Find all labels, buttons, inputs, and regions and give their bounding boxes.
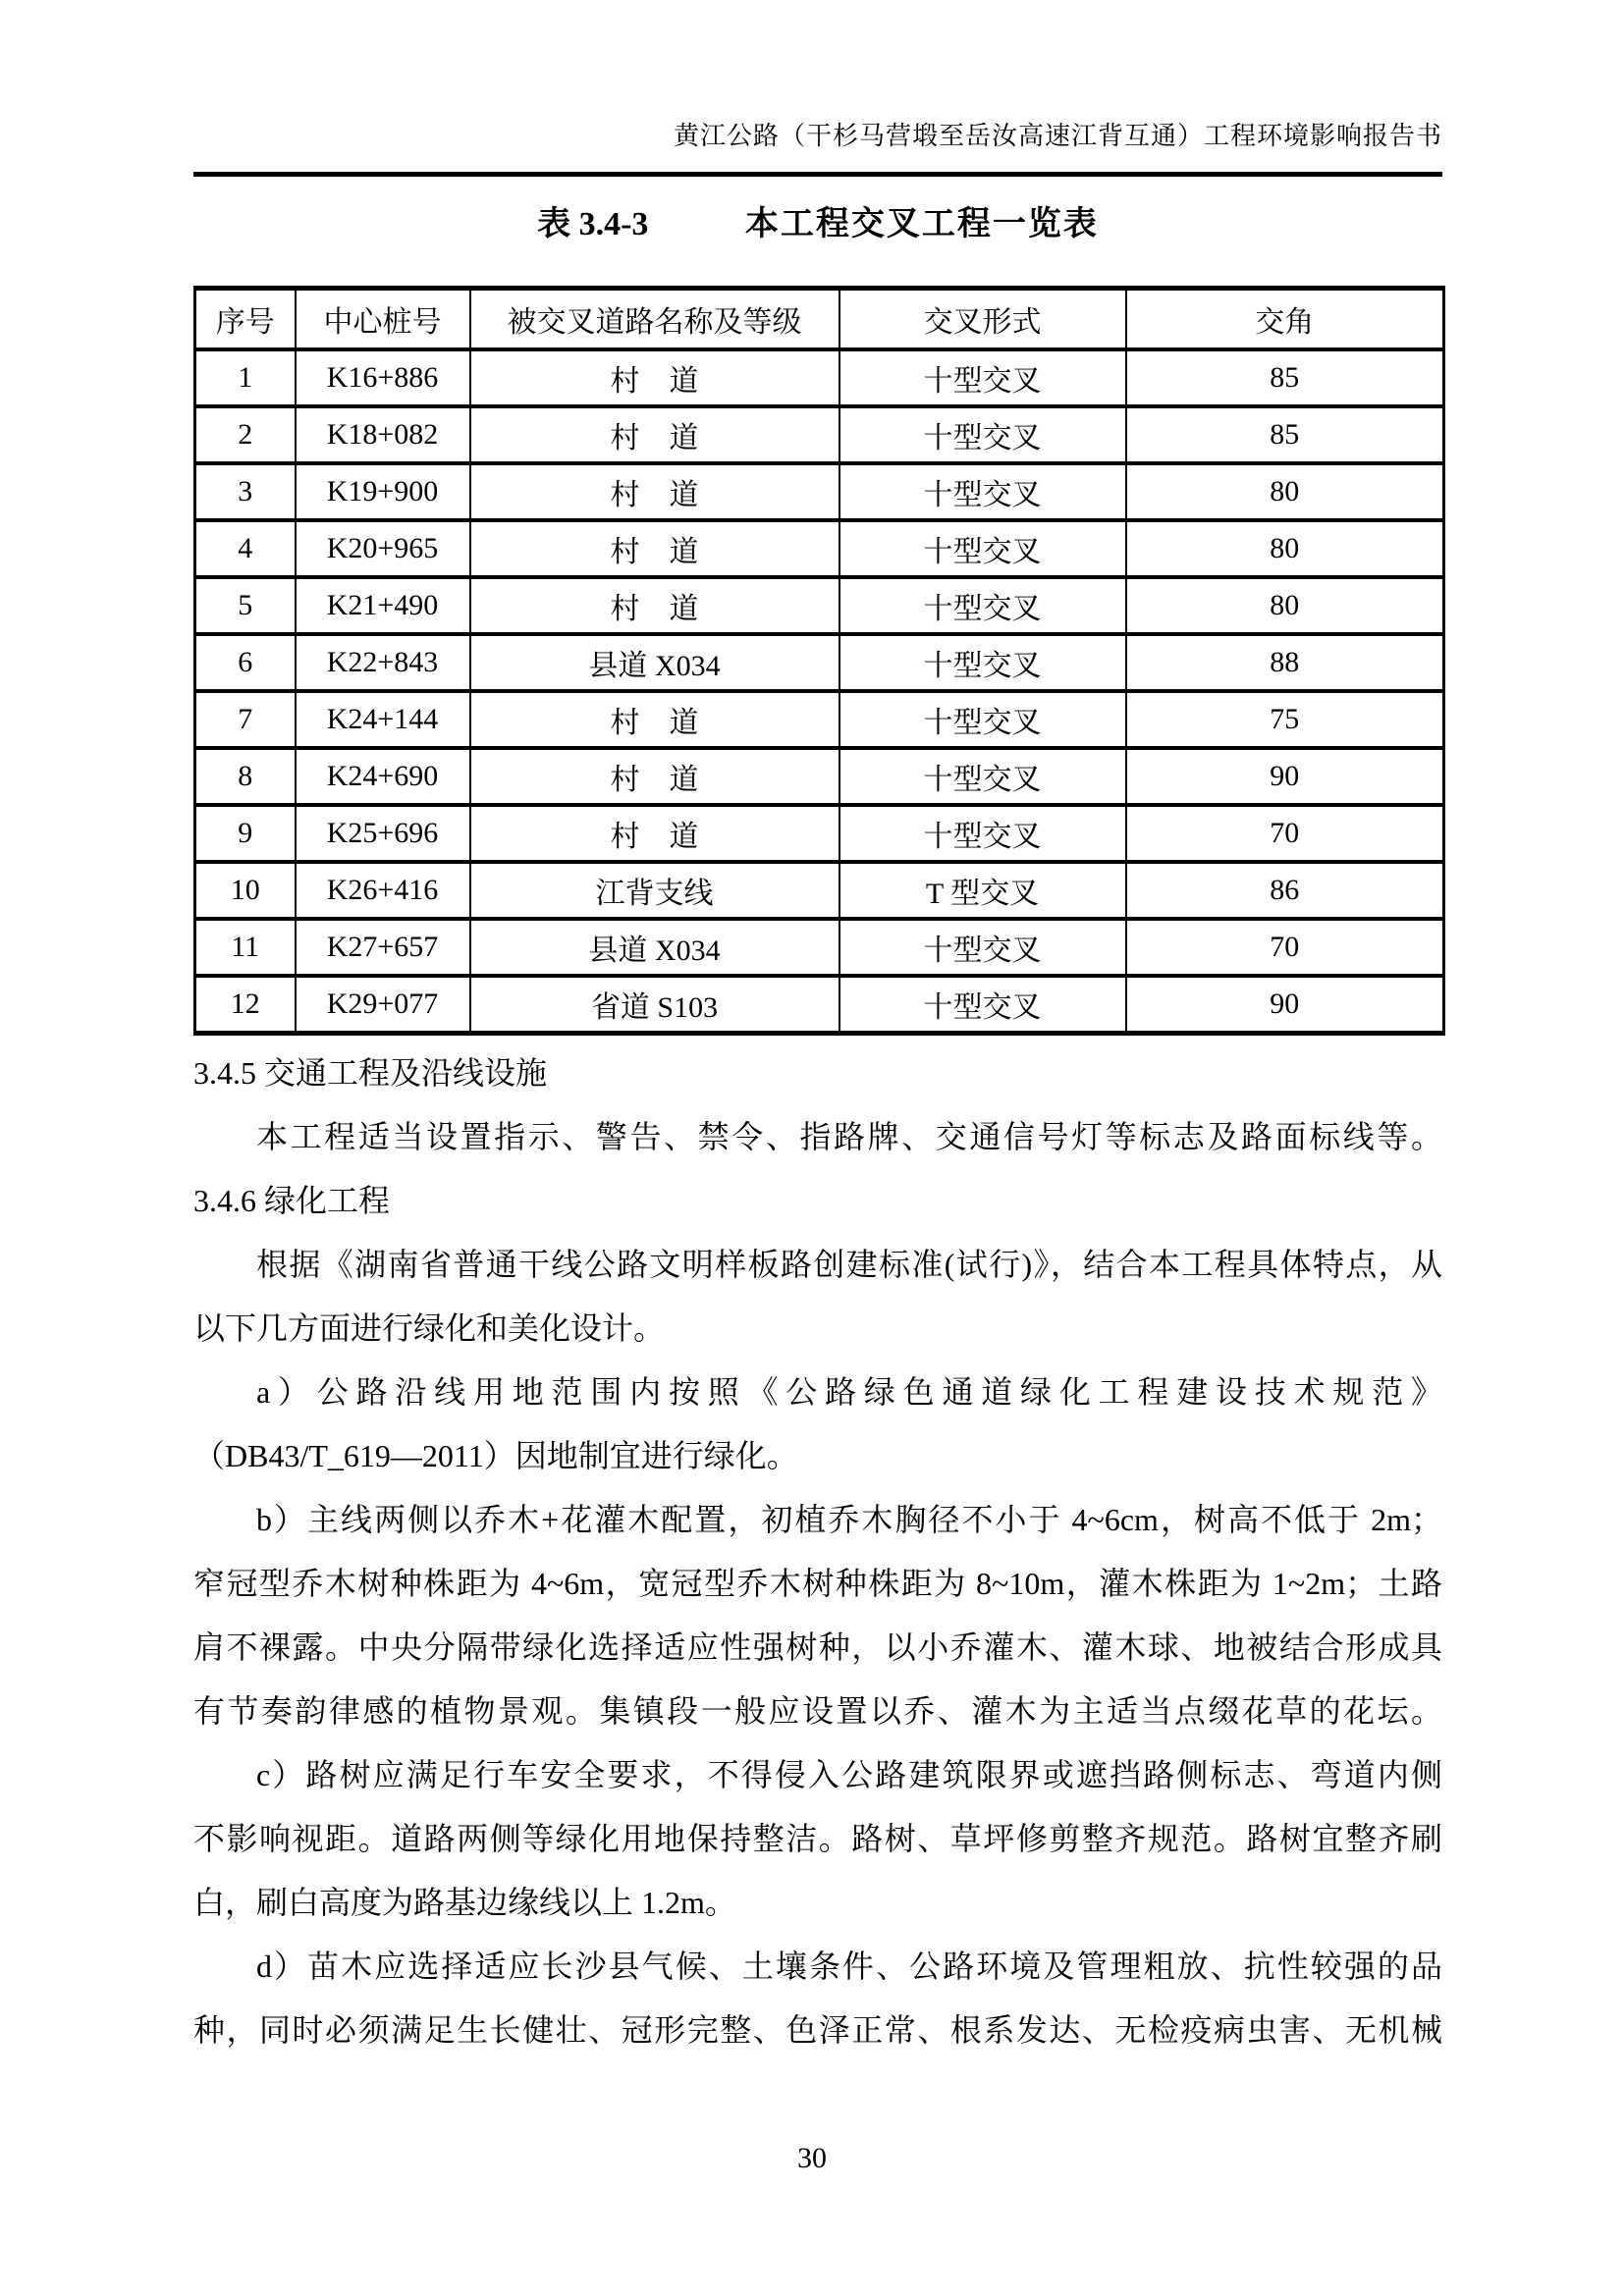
paragraph-line: （DB43/T_619—2011）因地制宜进行绿化。: [193, 1438, 798, 1473]
paragraph-line: 本工程适当设置指示、警告、禁令、指路牌、交通信号灯等标志及路面标线等。: [256, 1119, 1442, 1154]
cell-seq: 12: [195, 976, 296, 1034]
cell-angle: 80: [1126, 577, 1444, 634]
cell-crossing-type: 十型交叉: [839, 406, 1126, 463]
cell-crossing-type: 十型交叉: [839, 748, 1126, 805]
table-row: [195, 349, 1444, 406]
cell-crossing-type: 十型交叉: [839, 520, 1126, 577]
paragraph-line: 白，刷白高度为路基边缘线以上 1.2m。: [193, 1885, 736, 1920]
page-content: [193, 0, 1442, 2062]
table-caption-title: 本工程交叉工程一览表: [744, 206, 1099, 242]
cell-angle: 86: [1126, 862, 1444, 919]
cell-station: K25+696: [296, 805, 470, 862]
cell-crossing-type: T 型交叉: [839, 862, 1126, 919]
cell-seq: 1: [195, 349, 296, 406]
cell-angle: 70: [1126, 919, 1444, 976]
cell-road: 村 道: [470, 805, 839, 862]
section-heading-3-4-5: 3.4.5 交通工程及沿线设施: [193, 1055, 548, 1091]
cell-road: 村 道: [470, 691, 839, 748]
paragraph-line-item-c: c）路树应满足行车安全要求，不得侵入公路建筑限界或遮挡路侧标志、弯道内侧: [256, 1757, 1442, 1792]
cell-seq: 11: [195, 919, 296, 976]
cell-road: 县道 X034: [470, 634, 839, 691]
cell-crossing-type: 十型交叉: [839, 805, 1126, 862]
paragraph-line: 不影响视距。道路两侧等绿化用地保持整洁。路树、草坪修剪整齐规范。路树宜整齐刷: [193, 1821, 1442, 1856]
paragraph-line: 窄冠型乔木树种株距为 4~6m，宽冠型乔木树种株距为 8~10m，灌木株距为 1~2m；土路: [193, 1566, 1442, 1601]
page-number: 30: [797, 2142, 827, 2174]
table-row: [195, 406, 1444, 463]
cell-angle: 85: [1126, 349, 1444, 406]
table-row: [195, 976, 1444, 1034]
col-header-seq: 序号: [195, 289, 296, 350]
cell-angle: 75: [1126, 691, 1444, 748]
cell-angle: 80: [1126, 520, 1444, 577]
cell-station: K18+082: [296, 406, 470, 463]
cell-station: K27+657: [296, 919, 470, 976]
cell-angle: 90: [1126, 976, 1444, 1034]
cell-angle: 70: [1126, 805, 1444, 862]
table-row: [195, 862, 1444, 919]
cell-road: 村 道: [470, 748, 839, 805]
cell-road: 村 道: [470, 520, 839, 577]
table-row: [195, 463, 1444, 520]
cell-road: 村 道: [470, 577, 839, 634]
cell-seq: 2: [195, 406, 296, 463]
cell-crossing-type: 十型交叉: [839, 919, 1126, 976]
section-heading-3-4-6: 3.4.6 绿化工程: [193, 1183, 391, 1218]
cell-seq: 10: [195, 862, 296, 919]
col-header-angle: 交角: [1126, 289, 1444, 350]
table-row: [195, 691, 1444, 748]
cell-station: K26+416: [296, 862, 470, 919]
table-row: [195, 748, 1444, 805]
cell-station: K29+077: [296, 976, 470, 1034]
cell-station: K22+843: [296, 634, 470, 691]
cell-road: 村 道: [470, 349, 839, 406]
cell-station: K24+144: [296, 691, 470, 748]
cell-station: K24+690: [296, 748, 470, 805]
cell-angle: 85: [1126, 406, 1444, 463]
cell-station: K19+900: [296, 463, 470, 520]
cell-crossing-type: 十型交叉: [839, 349, 1126, 406]
crossing-works-table: [193, 286, 1445, 1036]
cell-station: K16+886: [296, 349, 470, 406]
paragraph-line: 有节奏韵律感的植物景观。集镇段一般应设置以乔、灌木为主适当点缀花草的花坛。: [193, 1693, 1442, 1729]
cell-station: K20+965: [296, 520, 470, 577]
cell-road: 江背支线: [470, 862, 839, 919]
cell-road: 县道 X034: [470, 919, 839, 976]
cell-road: 省道 S103: [470, 976, 839, 1034]
table-caption: [193, 202, 1442, 246]
table-row: [195, 520, 1444, 577]
table-row: [195, 634, 1444, 691]
table-row: [195, 577, 1444, 634]
paragraph-line: 肩不裸露。中央分隔带绿化选择适应性强树种，以小乔灌木、灌木球、地被结合形成具: [193, 1629, 1442, 1665]
cell-crossing-type: 十型交叉: [839, 634, 1126, 691]
cell-seq: 9: [195, 805, 296, 862]
table-caption-number: 表 3.4-3: [537, 206, 649, 242]
col-header-crossing-type: 交叉形式: [839, 289, 1126, 350]
cell-crossing-type: 十型交叉: [839, 691, 1126, 748]
col-header-station: 中心桩号: [296, 289, 470, 350]
cell-angle: 88: [1126, 634, 1444, 691]
paragraph-line: 种，同时必须满足生长健壮、冠形完整、色泽正常、根系发达、无检疫病虫害、无机械: [193, 2012, 1442, 2048]
table-row: [195, 805, 1444, 862]
cell-seq: 3: [195, 463, 296, 520]
cell-station: K21+490: [296, 577, 470, 634]
cell-seq: 6: [195, 634, 296, 691]
cell-road: 村 道: [470, 463, 839, 520]
cell-angle: 80: [1126, 463, 1444, 520]
cell-seq: 8: [195, 748, 296, 805]
cell-crossing-type: 十型交叉: [839, 463, 1126, 520]
paragraph-line-item-d: d）苗木应选择适应长沙县气候、土壤条件、公路环境及管理粗放、抗性较强的品: [256, 1949, 1442, 1984]
paragraph-line: 以下几方面进行绿化和美化设计。: [193, 1310, 666, 1346]
header-rule: [193, 172, 1442, 177]
paragraph-line: 根据《湖南省普通干线公路文明样板路创建标准(试行)》，结合本工程具体特点，从: [256, 1247, 1442, 1282]
table-header-row: [195, 289, 1444, 350]
cell-crossing-type: 十型交叉: [839, 577, 1126, 634]
col-header-road: 被交叉道路名称及等级: [470, 289, 839, 350]
cell-seq: 7: [195, 691, 296, 748]
paragraph-line-item-b: b）主线两侧以乔木+花灌木配置，初植乔木胸径不小于 4~6cm，树高不低于 2m；: [256, 1502, 1442, 1537]
body-text: [193, 1041, 1442, 2062]
cell-seq: 5: [195, 577, 296, 634]
cell-crossing-type: 十型交叉: [839, 976, 1126, 1034]
cell-seq: 4: [195, 520, 296, 577]
table-row: [195, 919, 1444, 976]
running-header: 黄江公路（干杉马营塅至岳汝高速江背互通）工程环境影响报告书: [673, 122, 1442, 150]
cell-road: 村 道: [470, 406, 839, 463]
cell-angle: 90: [1126, 748, 1444, 805]
paragraph-line-item-a: a）公路沿线用地范围内按照《公路绿色通道绿化工程建设技术规范》: [256, 1374, 1442, 1410]
